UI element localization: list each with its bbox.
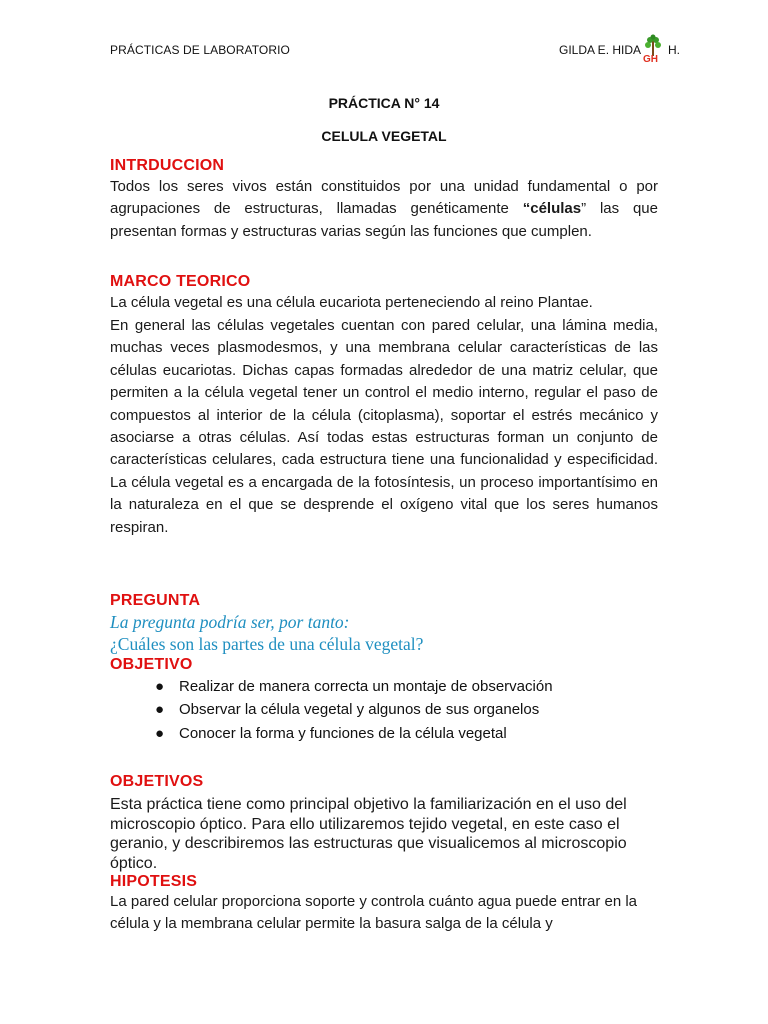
logo-letters: GH	[643, 54, 658, 64]
header-author: GILDA E. HIDA	[559, 43, 642, 57]
intro-heading: INTRDUCCION	[110, 157, 225, 174]
marco-paragraph-1: La célula vegetal es una célula eucariota perteneciendo al reino Plantae.	[110, 294, 593, 311]
bullet-icon: ●	[155, 701, 165, 719]
list-item-text: Observar la célula vegetal y algunos de sus organelos	[179, 701, 540, 719]
hipotesis-heading: HIPOTESIS	[110, 873, 198, 890]
objetivo-heading: OBJETIVO	[110, 656, 193, 673]
objetivos-paragraph: Esta práctica tiene como principal objetivo la familiarización en el uso del microscopio óptico. Para ello utilizaremos tejido vegetal, en este caso el geranio, y describiremos las estructuras que visualicemos al microscopio óptico.	[110, 796, 627, 872]
marco-paragraph-2: En general las células vegetales cuentan con pared celular, una lámina media, muchas veces plasmodesmos, y una membrana celular características de las células eucariotas. Dichas capas formadas alrededor de una matriz celular, que permiten a la célula vegetal tener un control el medio interno, regular el paso de compuestos al interior de la célula (citoplasma), soportar el estrés mecánico y asociarse a otras células. Así todas estas estructuras forman un conjunto de características celulares, cada estructura tiene una funcionalidad y especificidad. La célula vegetal es a encargada de la fotosíntesis, un proceso importantísimo en la naturaleza en el que se desprende el oxígeno vital que los seres humanos respiran.	[110, 317, 658, 536]
marco-heading: MARCO TEORICO	[110, 273, 251, 290]
header-author-suffix: H.	[668, 43, 680, 57]
intro-bold-word: “células	[522, 200, 582, 218]
gh-logo-icon	[641, 34, 665, 64]
intro-paragraph	[110, 176, 658, 243]
objetivos-heading: OBJETIVOS	[110, 773, 204, 790]
pregunta-intro: La pregunta podría ser, por tanto:	[110, 612, 350, 632]
bullet-icon: ●	[155, 724, 165, 742]
intro-text-before: Todos los seres vivos están constituidos por una unidad fundamental o por agrupaciones de estructuras, llamadas genéticamente	[110, 178, 658, 218]
hipotesis-paragraph: La pared celular proporciona soporte y controla cuánto agua puede entrar en la célula y la membrana celular permite la basura salga de la célula y	[110, 893, 638, 933]
list-item-text: Conocer la forma y funciones de la célula vegetal	[179, 724, 507, 742]
list-item	[155, 698, 553, 721]
list-item	[155, 722, 553, 745]
practice-number: PRÁCTICA N° 14	[328, 95, 440, 111]
practice-title: CELULA VEGETAL	[321, 128, 447, 144]
intro-text-after: ” las que presentan formas y estructuras varias según las funciones que cumplen.	[110, 200, 658, 240]
list-item-text: Realizar de manera correcta un montaje de observación	[179, 678, 553, 695]
pregunta-question: ¿Cuáles son las partes de una célula vegetal?	[110, 634, 424, 654]
page-header-left: PRÁCTICAS DE LABORATORIO	[110, 43, 290, 57]
objetivo-list	[155, 675, 553, 745]
list-item	[155, 675, 553, 698]
pregunta-heading: PREGUNTA	[110, 592, 201, 609]
bullet-icon: ●	[155, 678, 165, 695]
